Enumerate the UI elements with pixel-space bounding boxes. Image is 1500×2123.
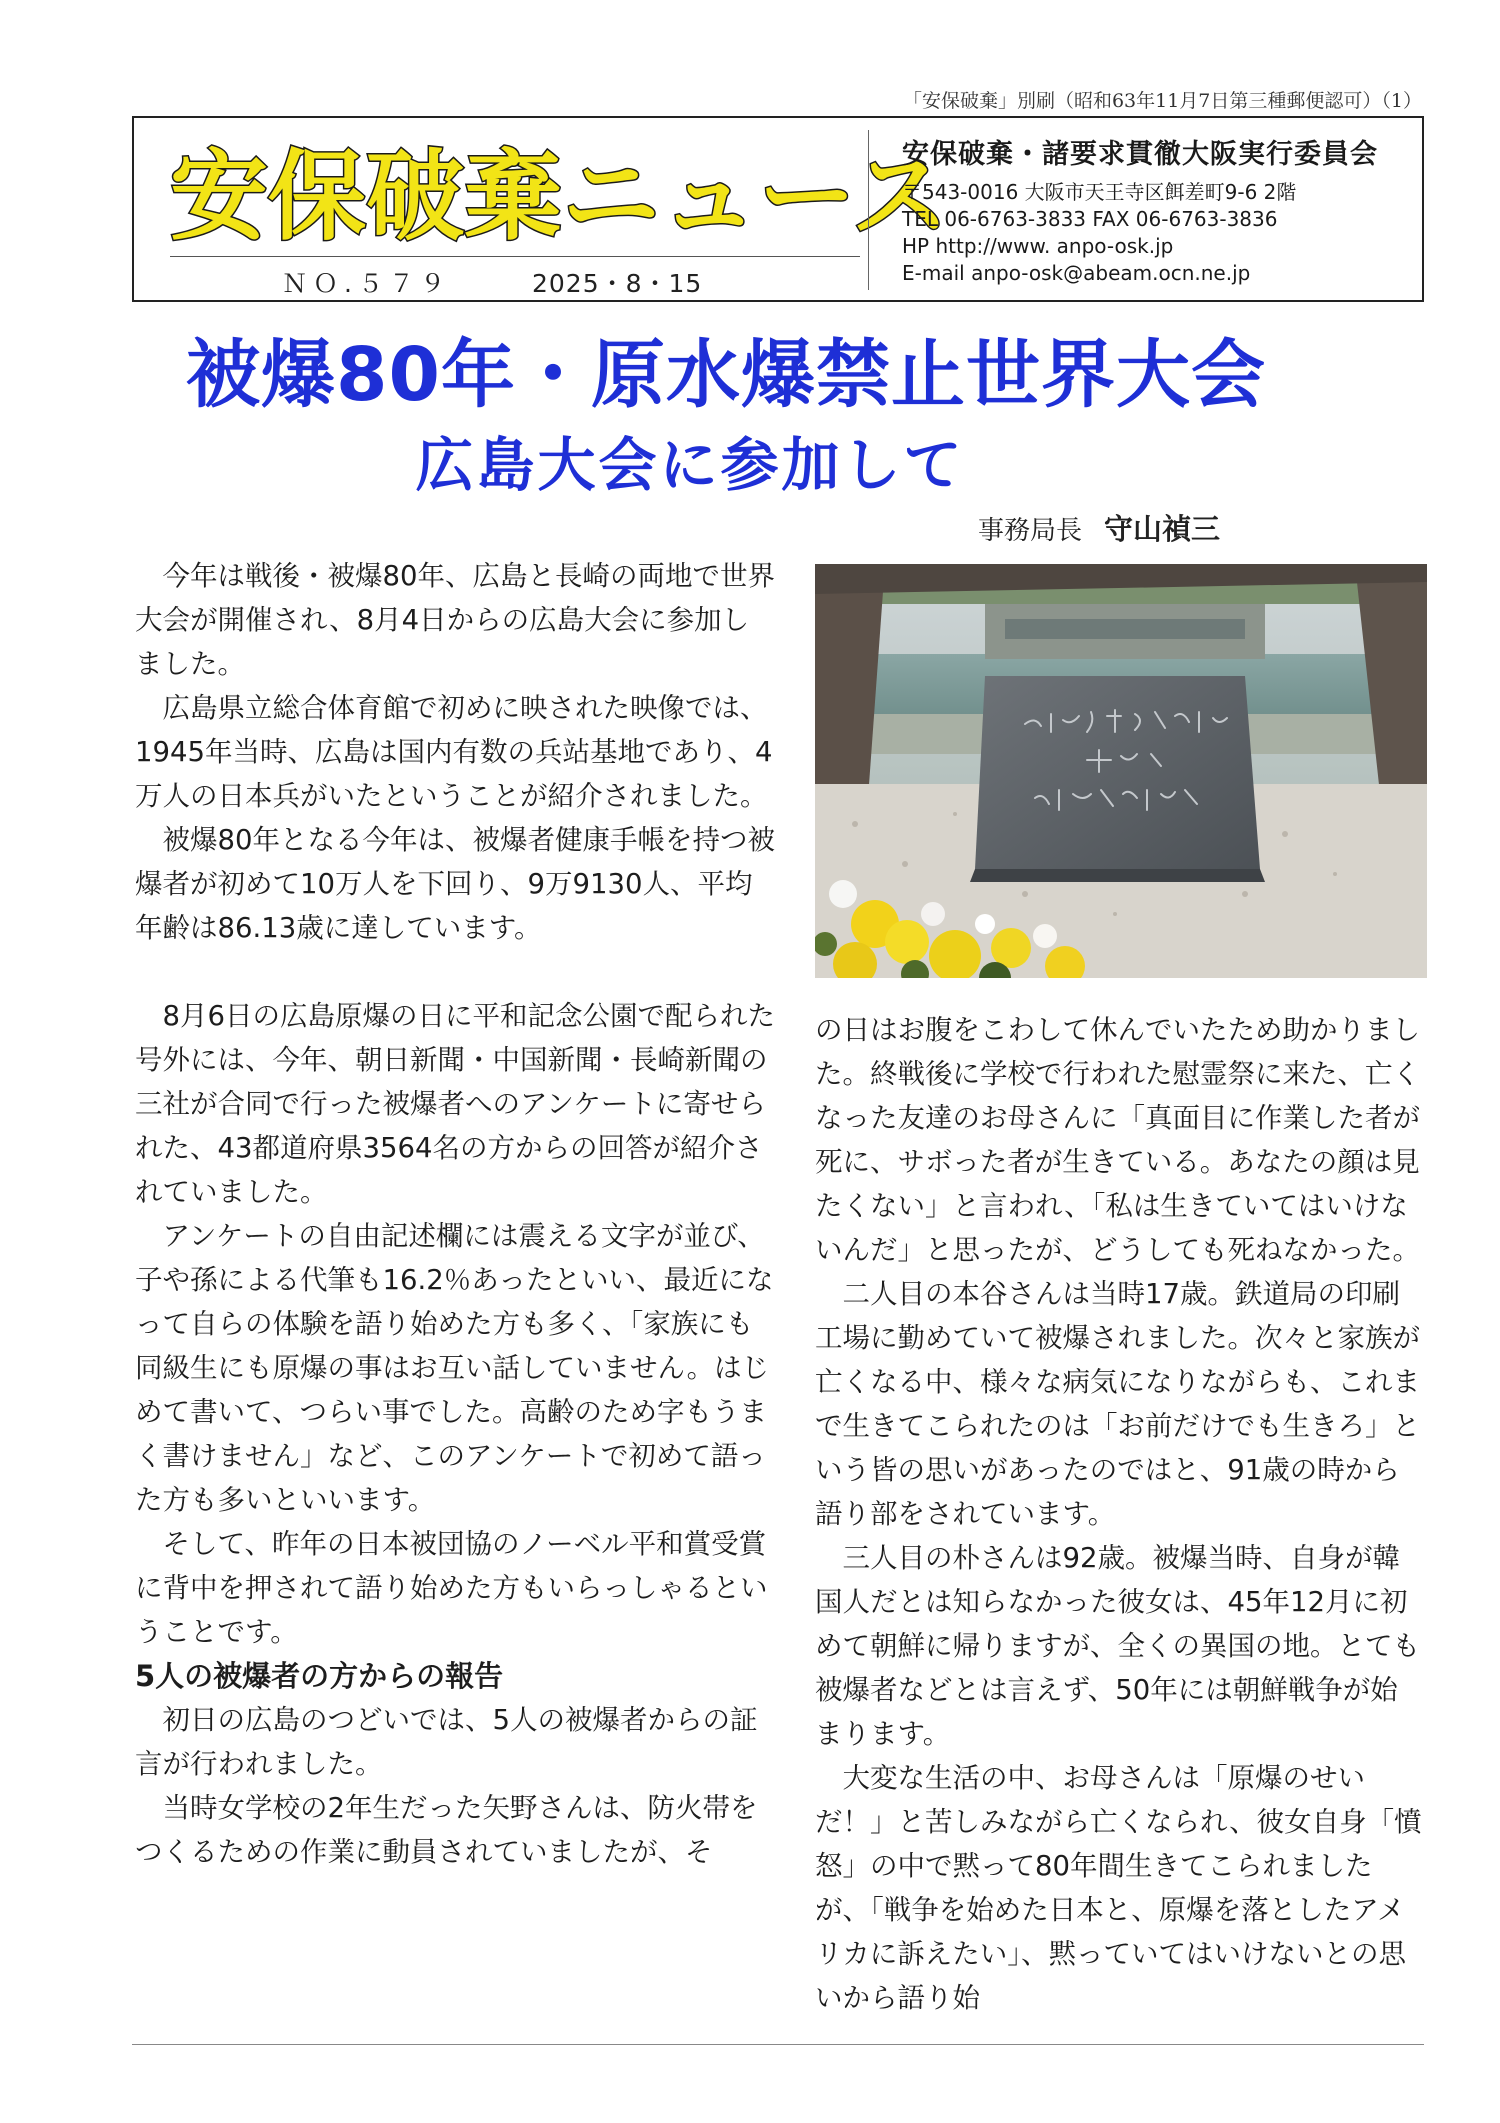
publisher-address: 〒543-0016 大阪市天王寺区餌差町9-6 2階 (902, 180, 1297, 204)
paragraph-gap (135, 950, 775, 994)
subheadline-text: 広島大会に参加して (415, 431, 965, 499)
paragraph: 当時女学校の2年生だった矢野さんは、防火帯をつくるための作業に動員されていましたが、そ (135, 1792, 758, 1868)
article-right-column (815, 1008, 1425, 2020)
memorial-cenotaph-photo (815, 564, 1427, 978)
issue-number: ＮＯ.５７９ (282, 269, 451, 298)
publisher-tel-fax: TEL 06-6763-3833 FAX 06-6763-3836 (902, 207, 1278, 231)
byline (978, 507, 1220, 548)
publisher-website[interactable]: HP http://www. anpo-osk.jp (902, 234, 1174, 258)
publisher-info (902, 132, 1412, 287)
article-subheadline (0, 430, 1500, 500)
section-heading: 5人の被爆者の方からの報告 (135, 1659, 504, 1693)
paragraph: そして、昨年の日本被団協のノーベル平和賞受賞に背中を押されて語り始めた方もいらっしゃるということです。 (135, 1528, 768, 1648)
paragraph: 広島県立総合体育館で初めに映された映像では、1945年当時、広島は国内有数の兵站基地であり、4万人の日本兵がいたということが紹介されました。 (135, 692, 773, 812)
article-left-column (135, 554, 775, 1874)
paragraph: 大変な生活の中、お母さんは「原爆のせいだ！」と苦しみながら亡くなられ、彼女自身「憤怒」の中で黙って80年間生きてこられましたが、「戦争を始めた日本と、原爆を落としたアメリカに訴えたい」、黙っていてはいけないとの思いから語り始 (815, 1762, 1422, 2014)
byline-author: 守山禎三 (1104, 512, 1221, 546)
paragraph: 8月6日の広島原爆の日に平和記念公園で配られた号外には、今年、朝日新聞・中国新聞・長崎新聞の三社が合同で行った被爆者へのアンケートに寄せられた、43都道府県3564名の方からの回答が紹介されていました。 (135, 1000, 775, 1208)
masthead (132, 116, 1424, 302)
publisher-name: 安保破棄・諸要求貫徹大阪実行委員会 (902, 139, 1378, 170)
publisher-email[interactable]: E-mail anpo-osk@abeam.ocn.ne.jp (902, 261, 1251, 285)
paragraph: 今年は戦後・被爆80年、広島と長崎の両地で世界大会が開催され、8月4日からの広島大会に参加しました。 (135, 560, 775, 680)
issue-date: 2025・8・15 (532, 269, 703, 298)
newsletter-logo (170, 132, 970, 252)
paragraph: の日はお腹をこわして休んでいたため助かりました。終戦後に学校で行われた慰霊祭に来た、亡くなった友達のお母さんに「真面目に作業した者が死に、サボった者が生きている。あなたの顔は見たくない」と言われ、「私は生きていてはいけないんだ」と思ったが、どうしても死ねなかった。 (815, 1014, 1420, 1266)
byline-role: 事務局長 (978, 516, 1083, 546)
masthead-rule (170, 256, 860, 257)
headline-text: 被爆80年・原水爆禁止世界大会 (186, 332, 1266, 418)
paragraph: 被爆80年となる今年は、被爆者健康手帳を持つ被爆者が初めて10万人を下回り、9万9130人、平均年齢は86.13歳に達しています。 (135, 824, 775, 944)
logo-text: 安保破棄ニュース (170, 140, 950, 252)
article-headline (0, 330, 1500, 420)
paragraph: 初日の広島のつどいでは、5人の被爆者からの証言が行われました。 (135, 1704, 758, 1780)
paragraph: 三人目の朴さんは92歳。被爆当時、自身が韓国人だとは知らなかった彼女は、45年12月に初めて朝鮮に帰りますが、全くの異国の地。とても被爆者などとは言えず、50年には朝鮮戦争が始まります。 (815, 1542, 1420, 1750)
paragraph: アンケートの自由記述欄には震える文字が並び、子や孫による代筆も16.2％あったといい、最近になって自らの体験を語り始めた方も多く、「家族にも同級生にも原爆の事はお互い話していません。はじめて書いて、つらい事でした。高齢のため字もうまく書けません」など、このアンケートで初めて語った方も多いといいます。 (135, 1220, 774, 1516)
page-bottom-rule (132, 2044, 1424, 2045)
publication-permit-line: 「安保破棄」別刷（昭和63年11月7日第三種郵便認可）（1） (902, 90, 1422, 112)
masthead-divider (868, 130, 869, 290)
paragraph: 二人目の本谷さんは当時17歳。鉄道局の印刷工場に勤めていて被爆されました。次々と家族が亡くなる中、様々な病気になりながらも、これまで生きてこられたのは「お前だけでも生きろ」という皆の思いがあったのではと、91歳の時から語り部をされています。 (815, 1278, 1420, 1530)
